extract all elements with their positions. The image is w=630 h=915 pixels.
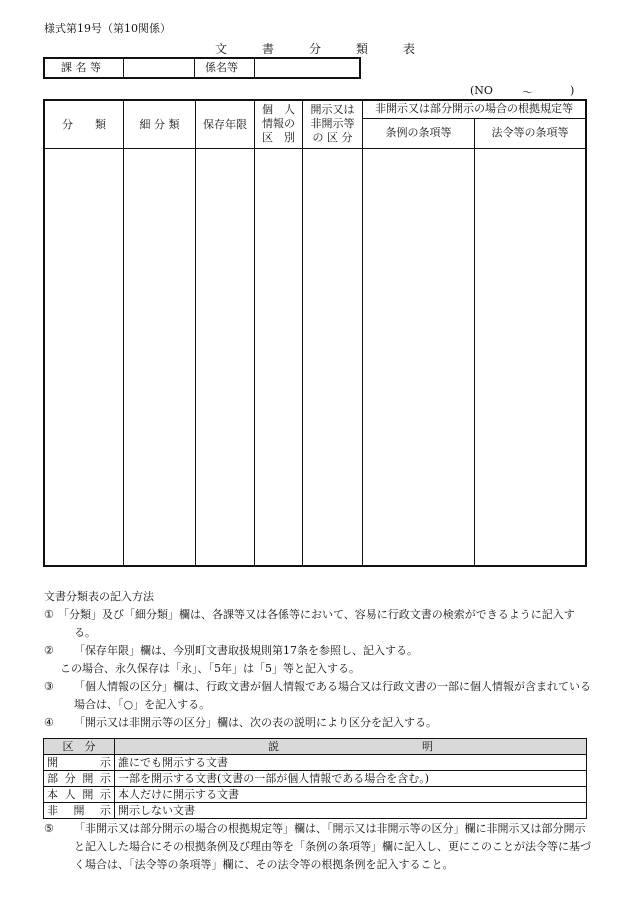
section-label: 係名等 bbox=[205, 61, 238, 74]
header-bottom bbox=[45, 148, 585, 149]
column-divider bbox=[195, 101, 196, 565]
header-ordinance: 条例の条項等 bbox=[385, 126, 452, 139]
column-divider bbox=[123, 101, 124, 565]
instruction-item-5 bbox=[44, 820, 594, 874]
instruction-item bbox=[44, 820, 594, 874]
instruction-item bbox=[44, 714, 594, 732]
explanation-cell: 一部を開示する文書(文書の一部が個人情報である場合を含む。) bbox=[115, 771, 587, 787]
column-divider bbox=[302, 101, 303, 565]
number-range-open: (NO bbox=[470, 84, 493, 97]
form-number: 様式第19号（第10関係） bbox=[44, 22, 171, 35]
explanation-cell: 誰にでも開示する文書 bbox=[115, 755, 587, 771]
instruction-text: この場合、永久保存は「永」、「5年」は「5」等と記入する。 bbox=[60, 662, 360, 675]
header-disclosure bbox=[303, 103, 362, 145]
column-divider bbox=[474, 118, 475, 565]
table-row bbox=[44, 787, 587, 803]
section-box bbox=[43, 57, 361, 79]
header-basis-group: 非開示又は部分開示の場合の根拠規定等 bbox=[375, 102, 573, 115]
header-line: 個 人 bbox=[262, 103, 295, 116]
column-header-kubun: 区 分 bbox=[44, 739, 115, 755]
instruction-text: 「非開示又は部分開示の場合の根拠規定等」欄は、「開示又は非開示等の区分」欄に非開示又は部分開示と記入した場合にその根拠条例及び理由等を「条例の条項等」欄に記入し、更にこのことが法令等に基づく場合は、「法令等の条項等」欄に、その法令等の根拠条例を記入すること。 bbox=[74, 822, 591, 871]
item-number: ④ bbox=[44, 716, 54, 729]
table-row bbox=[44, 755, 587, 771]
number-range-close: ) bbox=[570, 84, 575, 97]
instruction-item bbox=[44, 642, 594, 660]
number-range-tilde: 〜 bbox=[522, 86, 533, 99]
title-char: 書 bbox=[262, 42, 275, 56]
header-personal-info bbox=[255, 103, 302, 145]
item-number: ① bbox=[44, 608, 54, 621]
instruction-item bbox=[44, 678, 594, 714]
title-char: 文 bbox=[215, 42, 228, 56]
header-line: 非開示等 bbox=[310, 117, 355, 130]
instruction-text: 「分類」及び「細分類」欄は、各課等又は各係等において、容易に行政文書の検索ができるように記入する。 bbox=[58, 608, 575, 639]
instruction-item bbox=[44, 606, 594, 642]
kubun-cell: 開示 bbox=[44, 755, 115, 771]
kubun-cell: 部分開示 bbox=[44, 771, 115, 787]
column-header-explanation: 説 明 bbox=[115, 739, 587, 755]
instructions-heading: 文書分類表の記入方法 bbox=[44, 590, 154, 603]
header-line: の 区 分 bbox=[312, 131, 353, 144]
table-row bbox=[44, 803, 587, 819]
header-line: 情報の bbox=[262, 117, 295, 130]
classification-table bbox=[43, 99, 587, 567]
disclosure-category-table bbox=[43, 738, 587, 819]
header-laws: 法令等の条項等 bbox=[491, 126, 569, 139]
header-line: 区 別 bbox=[262, 131, 295, 144]
divider bbox=[194, 59, 195, 77]
instructions bbox=[44, 588, 594, 732]
kubun-cell: 非開示 bbox=[44, 803, 115, 819]
item-number: ⑤ bbox=[44, 822, 54, 835]
instruction-text: 「保存年限」欄は、今別町文書取扱規則第17条を参照し、記入する。 bbox=[74, 644, 418, 657]
column-divider bbox=[362, 101, 363, 565]
kubun-cell: 本人開示 bbox=[44, 787, 115, 803]
header-line: 開示又は bbox=[310, 103, 355, 116]
section-field[interactable] bbox=[255, 59, 359, 77]
header-divider bbox=[362, 118, 585, 119]
division-field[interactable] bbox=[124, 59, 194, 77]
item-number: ③ bbox=[44, 680, 54, 693]
title-char: 表 bbox=[403, 42, 416, 56]
instruction-text: 「個人情報の区分」欄は、行政文書が個人情報である場合又は行政文書の一部に個人情報が含まれている場合は、「○」を記入する。 bbox=[74, 680, 591, 711]
title-char: 類 bbox=[356, 42, 369, 56]
table-row bbox=[44, 771, 587, 787]
header-category: 分 類 bbox=[62, 118, 106, 131]
explanation-cell: 本人だけに開示する文書 bbox=[115, 787, 587, 803]
title-char: 分 bbox=[309, 42, 322, 56]
header-retention: 保存年限 bbox=[203, 118, 247, 131]
table-header-row bbox=[44, 739, 587, 755]
column-divider bbox=[254, 101, 255, 565]
header-subcategory: 細 分 類 bbox=[139, 118, 180, 131]
explanation-cell: 開示しない文書 bbox=[115, 803, 587, 819]
item-number: ② bbox=[44, 644, 54, 657]
division-label: 課 名 等 bbox=[61, 61, 101, 74]
instruction-text: 「開示又は非開示等の区分」欄は、次の表の説明により区分を記入する。 bbox=[74, 716, 437, 729]
